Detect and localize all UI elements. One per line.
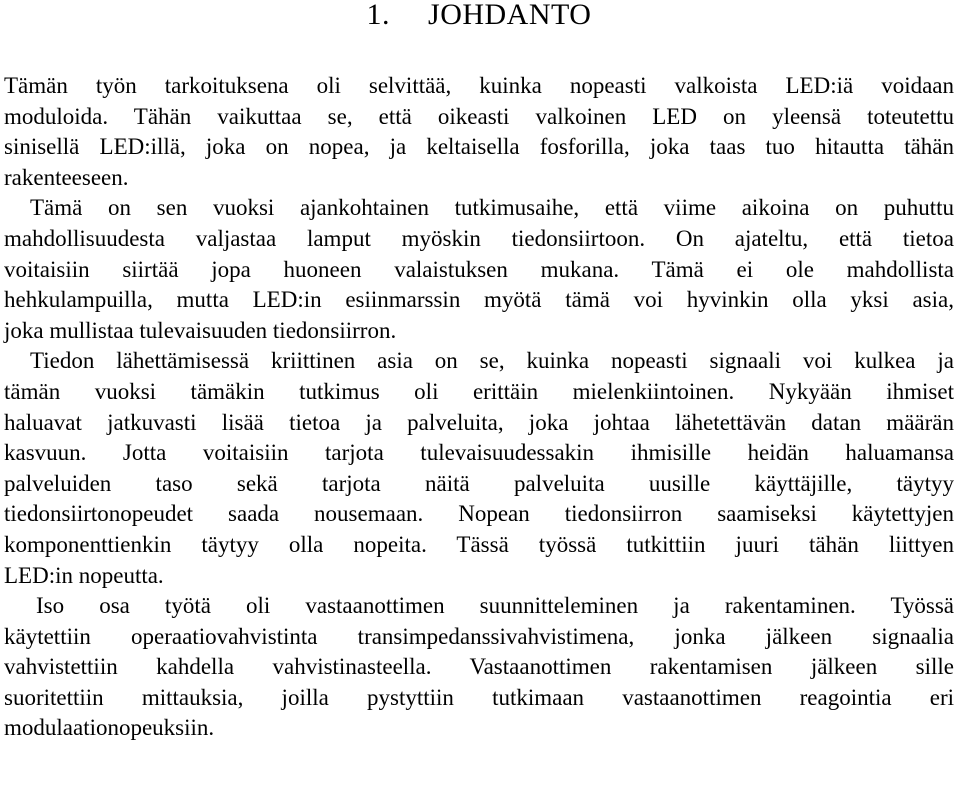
- text-line: hehkulampuilla, mutta LED:in esiinmarssin myötä tämä voi hyvinkin olla yksi asia,: [4, 287, 954, 313]
- text-line: mahdollisuudesta valjastaa lamput myöskin tiedonsiirtoon. On ajateltu, että tietoa: [4, 225, 954, 251]
- text-line: modulaationopeuksiin.: [4, 715, 215, 741]
- paragraph-2: [4, 193, 954, 346]
- text-line: Tämän työn tarkoituksena oli selvittää, kuinka nopeasti valkoista LED:iä voidaan: [4, 73, 954, 98]
- document-page: [4, 0, 954, 744]
- chapter-number: 1.: [366, 0, 391, 31]
- text-line: tiedonsiirtonopeudet saada nousemaan. Nopean tiedonsiirron saamiseksi käytettyjen: [4, 501, 954, 527]
- text-line: vahvistettiin kahdella vahvistinasteella. Vastaanottimen rakentamisen jälkeen sille: [4, 654, 954, 680]
- paragraph-3: [4, 346, 954, 591]
- text-line: LED:in nopeutta.: [4, 562, 164, 588]
- text-line: tämän vuoksi tämäkin tutkimus oli erittäin mielenkiintoinen. Nykyään ihmiset: [4, 378, 954, 404]
- text-line: joka mullistaa tulevaisuuden tiedonsiirron.: [4, 317, 397, 343]
- text-line: Tiedon lähettämisessä kriittinen asia on se, kuinka nopeasti signaali voi kulkea ja: [30, 348, 954, 374]
- text-line: suoritettiin mittauksia, joilla pystyttiin tutkimaan vastaanottimen reagointia eri: [4, 684, 954, 710]
- text-line: haluavat jatkuvasti lisää tietoa ja palveluita, joka johtaa lähetettävän datan määrän: [4, 409, 954, 435]
- text-line: sinisellä LED:illä, joka on nopea, ja keltaisella fosforilla, joka taas tuo hitautta tähän: [4, 134, 954, 160]
- chapter-body: [4, 71, 954, 744]
- text-line: moduloida. Tähän vaikuttaa se, että oikeasti valkoinen LED on yleensä toteutettu: [4, 103, 954, 129]
- text-line: kasvuun. Jotta voitaisiin tarjota tulevaisuudessakin ihmisille heidän haluamansa: [4, 440, 954, 466]
- chapter-title: JOHDANTO: [428, 0, 592, 31]
- chapter-heading: [4, 0, 954, 36]
- text-line: käytettiin operaatiovahvistinta transimpedanssivahvistimena, jonka jälkeen signaalia: [4, 623, 954, 649]
- text-line: Tämä on sen vuoksi ajankohtainen tutkimusaihe, että viime aikoina on puhuttu: [30, 195, 954, 221]
- text-line: voitaisiin siirtää jopa huoneen valaistuksen mukana. Tämä ei ole mahdollista: [4, 256, 954, 282]
- paragraph-1: [4, 71, 954, 193]
- text-line: komponenttienkin täytyy olla nopeita. Tässä työssä tutkittiin juuri tähän liittyen: [4, 531, 954, 557]
- text-line: palveluiden taso sekä tarjota näitä palveluita uusille käyttäjille, täytyy: [4, 470, 954, 496]
- text-line: rakenteeseen.: [4, 164, 129, 190]
- paragraph-4: [4, 591, 954, 744]
- text-line: Iso osa työtä oli vastaanottimen suunnitteleminen ja rakentaminen. Työssä: [36, 593, 954, 619]
